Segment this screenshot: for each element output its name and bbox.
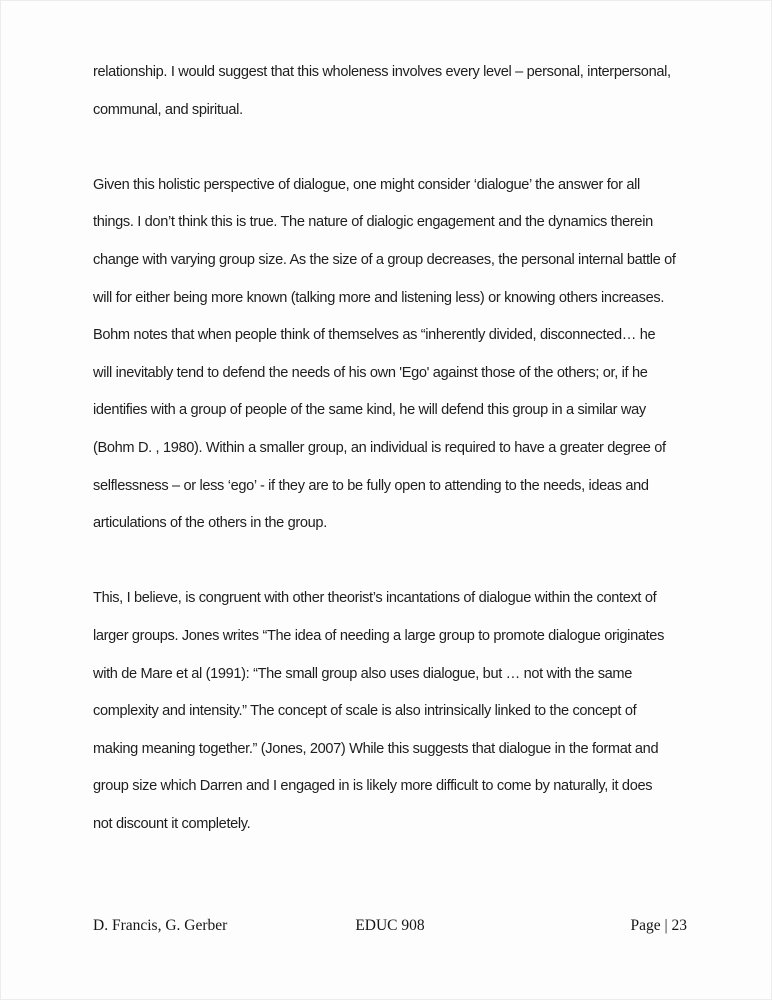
- paragraph: [93, 54, 683, 129]
- text-line: (Bohm D. , 1980). Within a smaller group, an individual is required to have a greater degree of: [93, 439, 666, 456]
- text-line: larger groups. Jones writes “The idea of needing a large group to promote dialogue originates: [93, 627, 665, 644]
- text-line: with de Mare et al (1991): “The small group also uses dialogue, but … not with the same: [93, 665, 632, 682]
- footer-course-code: EDUC 908: [355, 917, 425, 934]
- text-line: communal, and spiritual.: [93, 101, 243, 118]
- footer-authors: D. Francis, G. Gerber: [93, 917, 228, 934]
- text-line: will inevitably tend to defend the needs of his own 'Ego' against those of the others; or, if he: [93, 364, 648, 381]
- footer-page-number: Page | 23: [630, 917, 687, 934]
- text-line: complexity and intensity.” The concept of scale is also intrinsically linked to the concept of: [93, 703, 637, 720]
- text-line: identifies with a group of people of the same kind, he will defend this group in a similar way: [93, 402, 646, 419]
- text-line: This, I believe, is congruent with other theorist’s incantations of dialogue within the context of: [93, 590, 657, 607]
- text-line: selflessness – or less ‘ego’ - if they are to be fully open to attending to the needs, ideas and: [93, 477, 649, 494]
- page-footer: [93, 917, 687, 935]
- document-body: [93, 54, 683, 843]
- text-line: not discount it completely.: [93, 815, 251, 832]
- paragraph: [93, 580, 683, 843]
- text-line: articulations of the others in the group.: [93, 515, 327, 532]
- text-line: relationship. I would suggest that this wholeness involves every level – personal, interpersonal,: [93, 64, 671, 80]
- text-line: will for either being more known (talking more and listening less) or knowing others increases.: [93, 289, 665, 306]
- text-line: change with varying group size. As the size of a group decreases, the personal internal battle of: [93, 251, 676, 268]
- text-line: things. I don’t think this is true. The nature of dialogic engagement and the dynamics therein: [93, 214, 653, 231]
- text-line: group size which Darren and I engaged in is likely more difficult to come by naturally, it does: [93, 778, 653, 795]
- text-line: Given this holistic perspective of dialogue, one might consider ‘dialogue’ the answer for all: [93, 176, 640, 193]
- text-line: Bohm notes that when people think of themselves as “inherently divided, disconnected… he: [93, 327, 656, 344]
- text-line: making meaning together.” (Jones, 2007) While this suggests that dialogue in the format and: [93, 740, 659, 757]
- paragraph: [93, 167, 683, 543]
